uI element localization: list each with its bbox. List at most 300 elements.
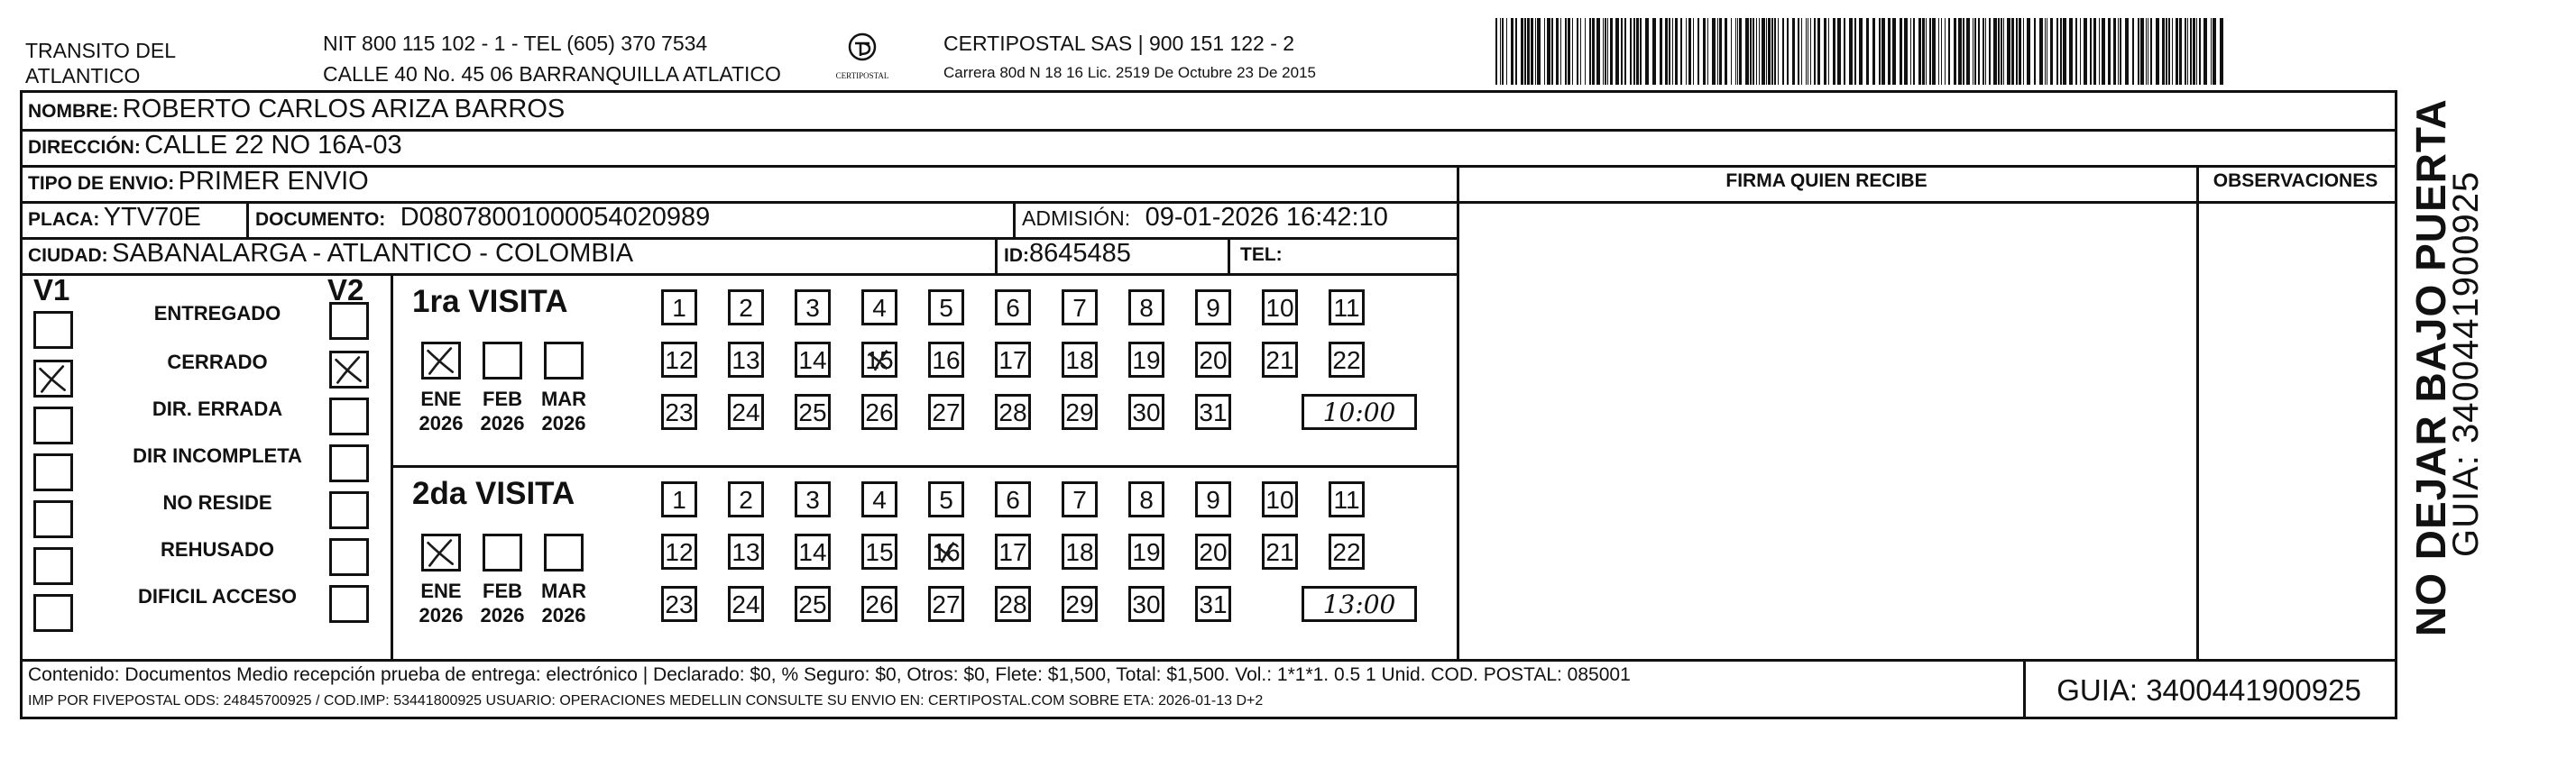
day-box[interactable] — [661, 534, 697, 570]
month-checkbox[interactable] — [483, 534, 522, 572]
day-number: 20 — [1199, 538, 1228, 566]
barcode-bar — [1745, 18, 1749, 85]
month-year: 2026 — [419, 412, 464, 434]
month-name: FEB — [483, 580, 522, 602]
month-checkbox[interactable] — [421, 342, 461, 380]
day-number: 21 — [1265, 538, 1294, 566]
certipostal-logo — [830, 31, 895, 80]
day-number: 14 — [798, 538, 827, 566]
day-box[interactable] — [861, 534, 897, 570]
day-box[interactable] — [1062, 534, 1098, 570]
barcode-bar — [1918, 18, 1921, 85]
day-number: 7 — [1072, 294, 1087, 322]
company-info — [943, 31, 1316, 83]
barcode-bar — [2185, 18, 2186, 85]
day-box[interactable] — [728, 481, 764, 517]
day-number: 11 — [1333, 486, 1360, 514]
barcode-bar — [1966, 18, 1970, 85]
placa-value: YTV70E — [103, 203, 201, 232]
v1-checkbox[interactable] — [33, 407, 73, 444]
day-number: 10 — [1265, 294, 1294, 322]
barcode-bar — [1551, 18, 1553, 85]
day-number: 25 — [798, 590, 827, 618]
placa-label: PLACA: — [28, 209, 100, 230]
day-number: 12 — [665, 538, 694, 566]
month-name: ENE — [420, 580, 462, 602]
day-number: 22 — [1332, 346, 1361, 374]
day-box[interactable] — [1329, 481, 1365, 517]
day-box[interactable] — [995, 289, 1031, 325]
barcode-bar — [2108, 18, 2111, 85]
day-box[interactable] — [728, 586, 764, 622]
barcode-bar — [1524, 18, 1526, 85]
check-mark-icon — [36, 362, 70, 395]
nombre-value: ROBERTO CARLOS ARIZA BARROS — [122, 95, 566, 123]
day-number: 24 — [731, 590, 760, 618]
day-mark-icon — [931, 536, 961, 567]
day-number: 20 — [1199, 346, 1228, 374]
contenido-line: Contenido: Documentos Medio recepción prueba de entrega: electrónico | Declarado: $0, % Seguro: $0, Otros: $0, Flete: $1,500, Total: $1,500. Vol.: 1*1*1. 0.5 1 Unid. COD. POSTAL: 085001 — [28, 664, 1631, 685]
barcode-bar — [1675, 18, 1678, 85]
barcode-bar — [1932, 18, 1936, 85]
barcode — [1495, 18, 2228, 85]
month-name: MAR — [540, 580, 587, 602]
day-box[interactable] — [728, 342, 764, 378]
month-year: 2026 — [541, 412, 586, 434]
day-number: 10 — [1265, 486, 1294, 514]
month-label — [475, 579, 529, 627]
barcode-bar — [2166, 18, 2167, 85]
month-checkbox[interactable] — [483, 342, 522, 380]
day-number: 5 — [939, 294, 953, 322]
month-name: MAR — [540, 388, 587, 410]
barcode-bar — [1665, 18, 1668, 85]
barcode-bar — [1506, 18, 1507, 85]
day-number: 30 — [1132, 590, 1161, 618]
day-box[interactable] — [1128, 342, 1164, 378]
ciudad-label: CIUDAD: — [28, 245, 108, 266]
barcode-bar — [1511, 18, 1513, 85]
imp-line: IMP POR FIVEPOSTAL ODS: 24845700925 / COD.IMP: 53441800925 USUARIO: OPERACIONES MEDELLIN CONSULTE SU ENVIO EN: CERTIPOSTAL.COM SOBRE ETA: 2026-01-13 D+2 — [28, 693, 1264, 709]
barcode-bar — [2146, 18, 2147, 85]
v2-checkbox[interactable] — [329, 444, 369, 482]
side-warning: NO DEJAR BAJO PUERTA — [2407, 98, 2454, 636]
day-number: 2 — [739, 294, 753, 322]
day-box[interactable] — [795, 394, 831, 430]
barcode-bar — [1607, 18, 1608, 85]
barcode-bar — [1954, 18, 1956, 85]
barcode-bar — [1926, 18, 1927, 85]
address-line: CALLE 40 No. 45 06 BARRANQUILLA ATLATICO — [323, 62, 781, 86]
barcode-bar — [2162, 18, 2165, 85]
month-checkbox[interactable] — [544, 534, 584, 572]
v2-checkbox[interactable] — [329, 398, 369, 435]
month-label — [414, 387, 468, 435]
observaciones-label: OBSERVACIONES — [2213, 170, 2378, 191]
day-box[interactable] — [795, 481, 831, 517]
barcode-bar — [1624, 18, 1626, 85]
day-number: 21 — [1265, 346, 1294, 374]
barcode-bar — [1515, 18, 1517, 85]
barcode-bar — [1633, 18, 1635, 85]
day-number: 16 — [932, 346, 961, 374]
barcode-bar — [2056, 18, 2058, 85]
barcode-bar — [1768, 18, 1771, 85]
barcode-bar — [1828, 18, 1829, 85]
barcode-bar — [2027, 18, 2030, 85]
day-box[interactable] — [1128, 481, 1164, 517]
month-checkbox[interactable] — [544, 342, 584, 380]
barcode-bar — [1833, 18, 1835, 85]
barcode-bar — [1798, 18, 1799, 85]
v1-checkbox[interactable] — [33, 453, 73, 491]
day-box[interactable] — [1195, 289, 1231, 325]
barcode-bar — [1782, 18, 1784, 85]
barcode-bar — [1814, 18, 1816, 85]
barcode-bar — [1859, 18, 1863, 85]
day-box[interactable] — [928, 289, 964, 325]
v2-checkbox[interactable] — [329, 538, 369, 576]
day-box[interactable] — [1329, 534, 1365, 570]
day-box[interactable] — [1062, 342, 1098, 378]
barcode-bar — [1565, 18, 1567, 85]
day-number: 16 — [932, 538, 961, 566]
day-box[interactable] — [861, 481, 897, 517]
barcode-bar — [2084, 18, 2087, 85]
barcode-bar — [2187, 18, 2188, 85]
barcode-bar — [1560, 18, 1561, 85]
barcode-bar — [2099, 18, 2100, 85]
day-box[interactable] — [1329, 342, 1365, 378]
day-box[interactable] — [1128, 289, 1164, 325]
barcode-bar — [1948, 18, 1950, 85]
v1-checkbox[interactable] — [33, 311, 73, 349]
day-box[interactable] — [1329, 289, 1365, 325]
barcode-bar — [1958, 18, 1962, 85]
day-number: 26 — [865, 398, 894, 426]
day-number: 1 — [672, 294, 686, 322]
month-label — [414, 579, 468, 627]
v1-checkbox[interactable] — [33, 547, 73, 585]
day-number: 6 — [1006, 294, 1020, 322]
day-number: 11 — [1333, 294, 1360, 322]
barcode-bar — [1910, 18, 1911, 85]
barcode-bar — [1778, 18, 1779, 85]
day-box[interactable] — [995, 534, 1031, 570]
status-option-label: DIR INCOMPLETA — [133, 444, 302, 467]
barcode-bar — [1739, 18, 1742, 85]
barcode-bar — [1849, 18, 1853, 85]
barcode-bar — [1881, 18, 1885, 85]
day-box[interactable] — [861, 394, 897, 430]
barcode-bar — [1603, 18, 1604, 85]
barcode-bar — [1774, 18, 1776, 85]
direccion-label: DIRECCIÓN: — [28, 137, 141, 158]
day-number: 23 — [665, 590, 694, 618]
day-number: 17 — [998, 346, 1027, 374]
barcode-bar — [1693, 18, 1694, 85]
day-box[interactable] — [661, 394, 697, 430]
barcode-bar — [2220, 18, 2223, 85]
barcode-bar — [1537, 18, 1541, 85]
barcode-bar — [1978, 18, 1980, 85]
barcode-bar — [2120, 18, 2121, 85]
barcode-bar — [2063, 18, 2066, 85]
v2-checkbox[interactable] — [329, 302, 369, 340]
barcode-bar — [1837, 18, 1841, 85]
day-box[interactable] — [1128, 394, 1164, 430]
direccion-value: CALLE 22 NO 16A-03 — [144, 131, 402, 160]
day-box[interactable] — [661, 481, 697, 517]
month-checkbox[interactable] — [421, 534, 461, 572]
day-number: 18 — [1065, 346, 1094, 374]
day-number: 31 — [1199, 590, 1228, 618]
tipo-envio-label: TIPO DE ENVIO: — [28, 173, 175, 194]
tipo-envio-field — [28, 167, 369, 197]
day-box[interactable] — [661, 342, 697, 378]
day-number: 31 — [1199, 398, 1228, 426]
barcode-bar — [2211, 18, 2212, 85]
day-box[interactable] — [995, 481, 1031, 517]
day-box[interactable] — [795, 289, 831, 325]
barcode-bar — [1719, 18, 1722, 85]
barcode-bar — [1938, 18, 1939, 85]
barcode-bar — [1892, 18, 1896, 85]
day-box[interactable] — [1195, 481, 1231, 517]
day-box[interactable] — [1062, 586, 1098, 622]
day-box[interactable] — [928, 342, 964, 378]
logo-icon — [842, 31, 882, 67]
day-number: 6 — [1006, 486, 1020, 514]
id-value: 8645485 — [1029, 239, 1131, 268]
day-box[interactable] — [1195, 394, 1231, 430]
barcode-bar — [1806, 18, 1807, 85]
barcode-bar — [1810, 18, 1811, 85]
v1-label: V1 — [33, 273, 70, 306]
placa-field — [28, 203, 201, 233]
barcode-bar — [2039, 18, 2043, 85]
day-box[interactable] — [728, 394, 764, 430]
barcode-bar — [1989, 18, 1991, 85]
day-box[interactable] — [1262, 534, 1298, 570]
status-option-label: DIR. ERRADA — [152, 398, 283, 420]
day-number: 19 — [1132, 538, 1161, 566]
barcode-bar — [1879, 18, 1881, 85]
barcode-bar — [1521, 18, 1523, 85]
day-number: 29 — [1065, 590, 1094, 618]
barcode-bar — [1792, 18, 1795, 85]
day-box[interactable] — [1062, 289, 1098, 325]
barcode-bar — [2172, 18, 2173, 85]
barcode-bar — [1535, 18, 1536, 85]
barcode-bar — [2125, 18, 2129, 85]
barcode-bar — [2075, 18, 2077, 85]
barcode-bar — [2150, 18, 2152, 85]
day-number: 14 — [798, 346, 827, 374]
v1-checkbox[interactable] — [33, 594, 73, 632]
barcode-bar — [1913, 18, 1915, 85]
v2-checkbox[interactable] — [329, 491, 369, 529]
day-number: 5 — [939, 486, 953, 514]
org-line-1: TRANSITO DEL — [25, 39, 176, 62]
day-number: 12 — [665, 346, 694, 374]
day-number: 17 — [998, 538, 1027, 566]
day-number: 22 — [1332, 538, 1361, 566]
status-option-label: DIFICIL ACCESO — [137, 585, 297, 608]
time-box[interactable]: 13:00 — [1302, 586, 1417, 622]
barcode-bar — [1660, 18, 1662, 85]
month-label — [475, 387, 529, 435]
day-box[interactable] — [795, 342, 831, 378]
month-year: 2026 — [480, 412, 525, 434]
day-number: 8 — [1139, 294, 1154, 322]
day-number: 13 — [731, 538, 760, 566]
barcode-bar — [2001, 18, 2002, 85]
barcode-bar — [2003, 18, 2004, 85]
admision-value: 09-01-2026 16:42:10 — [1145, 203, 1388, 232]
barcode-bar — [2045, 18, 2046, 85]
day-number: 4 — [872, 294, 887, 322]
day-box[interactable] — [995, 394, 1031, 430]
day-number: 27 — [932, 398, 961, 426]
admision-field — [1022, 203, 1388, 233]
barcode-bar — [1963, 18, 1964, 85]
day-box[interactable] — [1262, 481, 1298, 517]
barcode-bar — [1686, 18, 1687, 85]
barcode-bar — [2102, 18, 2105, 85]
tipo-envio-value: PRIMER ENVIO — [178, 167, 369, 196]
barcode-bar — [1731, 18, 1732, 85]
day-box[interactable] — [1128, 534, 1164, 570]
barcode-bar — [2060, 18, 2062, 85]
barcode-bar — [1707, 18, 1708, 85]
observaciones-header — [2196, 170, 2395, 192]
day-number: 15 — [865, 538, 894, 566]
barcode-bar — [1717, 18, 1718, 85]
month-label — [537, 579, 591, 627]
visit-title: 1ra VISITA — [412, 284, 568, 319]
barcode-bar — [1824, 18, 1826, 85]
barcode-bar — [1547, 18, 1550, 85]
day-box[interactable] — [861, 586, 897, 622]
nombre-label: NOMBRE: — [28, 101, 119, 122]
status-option-label: ENTREGADO — [153, 302, 281, 325]
barcode-bar — [2034, 18, 2036, 85]
barcode-bar — [1531, 18, 1533, 85]
barcode-bar — [1759, 18, 1760, 85]
barcode-bar — [1753, 18, 1754, 85]
day-box[interactable] — [661, 586, 697, 622]
day-box[interactable] — [928, 534, 964, 570]
month-year: 2026 — [480, 604, 525, 626]
barcode-bar — [1974, 18, 1976, 85]
day-box[interactable] — [928, 481, 964, 517]
barcode-bar — [2176, 18, 2178, 85]
barcode-bar — [2011, 18, 2014, 85]
barcode-bar — [2069, 18, 2073, 85]
company-line: CERTIPOSTAL SAS | 900 151 122 - 2 — [943, 32, 1295, 55]
barcode-bar — [2193, 18, 2195, 85]
day-box[interactable] — [928, 394, 964, 430]
barcode-bar — [2196, 18, 2197, 85]
day-box[interactable] — [1195, 586, 1231, 622]
day-number: 24 — [731, 398, 760, 426]
v2-checkbox[interactable] — [329, 351, 369, 389]
day-number: 3 — [805, 486, 820, 514]
side-guia: GUIA: 3400441900925 — [2446, 170, 2486, 557]
barcode-bar — [1872, 18, 1875, 85]
documento-field — [255, 203, 710, 233]
day-box[interactable] — [1195, 342, 1231, 378]
barcode-bar — [1844, 18, 1845, 85]
day-number: 13 — [731, 346, 760, 374]
barcode-bar — [2093, 18, 2096, 85]
day-box[interactable] — [861, 289, 897, 325]
barcode-bar — [1817, 18, 1820, 85]
check-mark-icon — [332, 353, 366, 386]
check-mark-icon — [424, 536, 458, 569]
barcode-bar — [1703, 18, 1706, 85]
v2-label: V2 — [327, 273, 364, 306]
day-number: 26 — [865, 590, 894, 618]
direccion-field — [28, 131, 402, 160]
license-line: Carrera 80d N 18 16 Lic. 2519 De Octubre 23 De 2015 — [943, 64, 1316, 81]
barcode-bar — [1680, 18, 1682, 85]
v1-checkbox[interactable] — [33, 360, 73, 398]
barcode-bar — [1500, 18, 1501, 85]
tel-label: TEL: — [1240, 244, 1283, 265]
v1-checkbox[interactable] — [33, 500, 73, 538]
day-box[interactable] — [728, 534, 764, 570]
barcode-bar — [1556, 18, 1559, 85]
day-box[interactable] — [1195, 534, 1231, 570]
barcode-bar — [1580, 18, 1581, 85]
day-box[interactable] — [728, 289, 764, 325]
day-box[interactable] — [995, 342, 1031, 378]
barcode-bar — [2080, 18, 2081, 85]
barcode-bar — [1725, 18, 1727, 85]
barcode-bar — [1610, 18, 1613, 85]
barcode-bar — [1993, 18, 1997, 85]
barcode-bar — [1888, 18, 1891, 85]
barcode-bar — [1750, 18, 1752, 85]
day-number: 3 — [805, 294, 820, 322]
barcode-bar — [2050, 18, 2053, 85]
barcode-bar — [1766, 18, 1767, 85]
day-box[interactable] — [1062, 394, 1098, 430]
documento-label: DOCUMENTO: — [255, 209, 386, 230]
day-number: 19 — [1132, 346, 1161, 374]
org-name — [25, 38, 176, 88]
barcode-bar — [2190, 18, 2192, 85]
barcode-bar — [1495, 18, 1497, 85]
day-box[interactable] — [995, 586, 1031, 622]
day-box[interactable] — [928, 586, 964, 622]
day-box[interactable] — [1128, 586, 1164, 622]
day-box[interactable] — [795, 586, 831, 622]
day-box[interactable] — [861, 342, 897, 378]
barcode-bar — [1636, 18, 1639, 85]
v2-checkbox[interactable] — [329, 585, 369, 623]
day-box[interactable] — [1262, 342, 1298, 378]
time-box[interactable]: 10:00 — [1302, 394, 1417, 430]
barcode-bar — [1615, 18, 1619, 85]
day-box[interactable] — [1262, 289, 1298, 325]
day-box[interactable] — [1062, 481, 1098, 517]
day-box[interactable] — [795, 534, 831, 570]
barcode-bar — [1787, 18, 1789, 85]
day-box[interactable] — [661, 289, 697, 325]
